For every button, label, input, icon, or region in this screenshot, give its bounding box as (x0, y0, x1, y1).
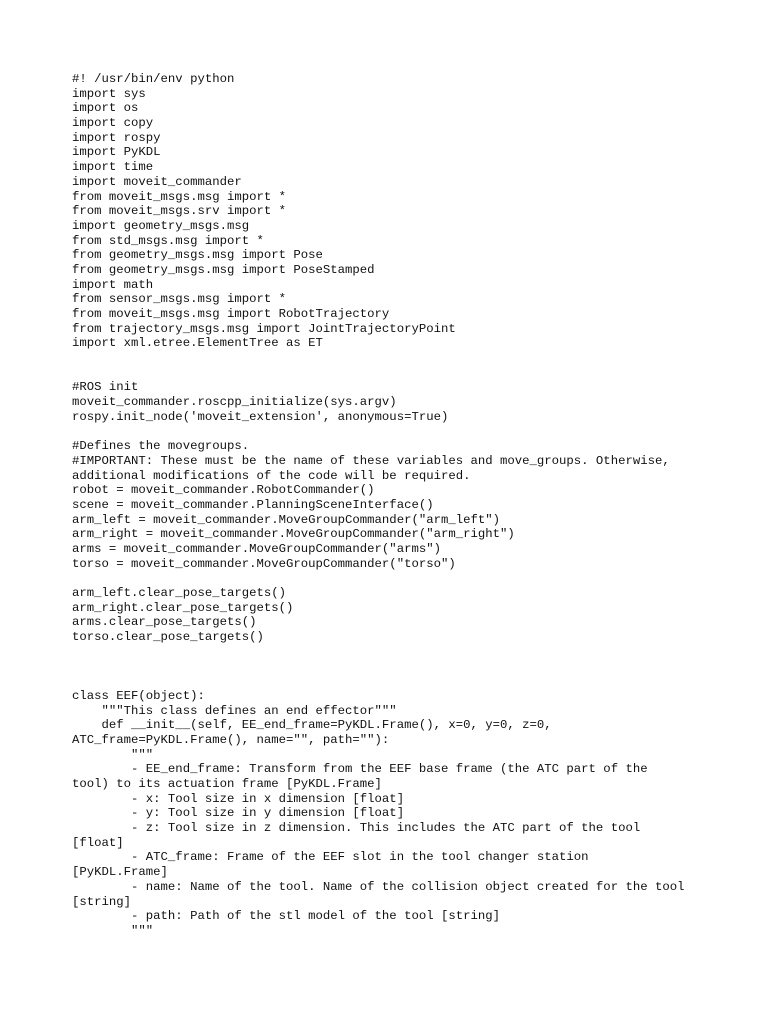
code-line: import copy (72, 116, 154, 131)
code-line: robot = moveit_commander.RobotCommander() (72, 483, 375, 498)
code-block (72, 72, 752, 939)
code-line: #! /usr/bin/env python (72, 72, 235, 86)
code-line: class EEF(object): (72, 688, 205, 703)
code-line (72, 674, 752, 689)
code-line: from trajectory_msgs.msg import JointTrajectoryPoint (72, 321, 456, 336)
code-line: scene = moveit_commander.PlanningSceneInterface() (72, 497, 434, 512)
code-line (72, 351, 752, 366)
code-line: from moveit_msgs.msg import * (72, 189, 287, 204)
code-line: arm_left = moveit_commander.MoveGroupCommander("arm_left") (72, 512, 501, 527)
code-line: from moveit_msgs.srv import * (72, 204, 287, 219)
code-line: import math (72, 277, 154, 292)
code-line: from geometry_msgs.msg import Pose (72, 248, 323, 263)
code-line: [PyKDL.Frame] (72, 865, 168, 880)
code-line: torso = moveit_commander.MoveGroupCommander("torso") (72, 556, 456, 571)
code-line: torso.clear_pose_targets() (72, 630, 264, 645)
code-line: arm_right = moveit_commander.MoveGroupCommander("arm_right") (72, 527, 515, 542)
code-line: #ROS init (72, 380, 139, 395)
code-line: import moveit_commander (72, 174, 242, 189)
code-line: from std_msgs.msg import * (72, 233, 264, 248)
code-line: - name: Name of the tool. Name of the collision object created for the tool (72, 879, 685, 894)
code-line: - z: Tool size in z dimension. This includes the ATC part of the tool (72, 821, 641, 836)
code-line: def __init__(self, EE_end_frame=PyKDL.Frame(), x=0, y=0, z=0, (72, 718, 552, 733)
code-line: arm_right.clear_pose_targets() (72, 600, 294, 615)
code-line: - EE_end_frame: Transform from the EEF base frame (the ATC part of the (72, 762, 648, 777)
code-line: from geometry_msgs.msg import PoseStamped (72, 262, 375, 277)
code-line: import PyKDL (72, 145, 161, 160)
code-line (72, 660, 752, 675)
code-line: - x: Tool size in x dimension [float] (72, 791, 405, 806)
code-line: import geometry_msgs.msg (72, 218, 250, 233)
code-line: #Defines the movegroups. (72, 439, 250, 454)
code-line (72, 571, 752, 586)
code-line: import sys (72, 86, 146, 101)
code-line: """This class defines an end effector""" (72, 703, 397, 718)
code-line: """ (72, 923, 154, 938)
code-line: ATC_frame=PyKDL.Frame(), name="", path=""): (72, 732, 390, 747)
code-line: arms.clear_pose_targets() (72, 615, 257, 630)
code-line (72, 645, 752, 660)
code-line: import os (72, 101, 139, 116)
code-line: from moveit_msgs.msg import RobotTrajectory (72, 307, 390, 321)
code-line: moveit_commander.roscpp_initialize(sys.argv) (72, 395, 397, 410)
code-line (72, 366, 752, 381)
code-line: """ (72, 747, 154, 762)
code-line: arm_left.clear_pose_targets() (72, 586, 287, 601)
code-line: arms = moveit_commander.MoveGroupCommander("arms") (72, 542, 441, 556)
code-line: from sensor_msgs.msg import * (72, 292, 287, 307)
code-line: rospy.init_node('moveit_extension', anonymous=True) (72, 409, 449, 424)
code-line: import time (72, 160, 154, 175)
code-line: - y: Tool size in y dimension [float] (72, 806, 405, 821)
code-line: additional modifications of the code will be required. (72, 468, 471, 483)
code-line (72, 425, 752, 440)
code-line: - path: Path of the stl model of the tool [string] (72, 909, 501, 924)
code-line: import rospy (72, 130, 161, 145)
code-line: [string] (72, 894, 132, 909)
code-line: [float] (72, 835, 124, 850)
code-line: tool) to its actuation frame [PyKDL.Frame] (72, 777, 382, 791)
code-line: #IMPORTANT: These must be the name of these variables and move_groups. Otherwise, (72, 453, 670, 468)
code-line: import xml.etree.ElementTree as ET (72, 336, 323, 351)
code-line: - ATC_frame: Frame of the EEF slot in the tool changer station (72, 850, 589, 865)
